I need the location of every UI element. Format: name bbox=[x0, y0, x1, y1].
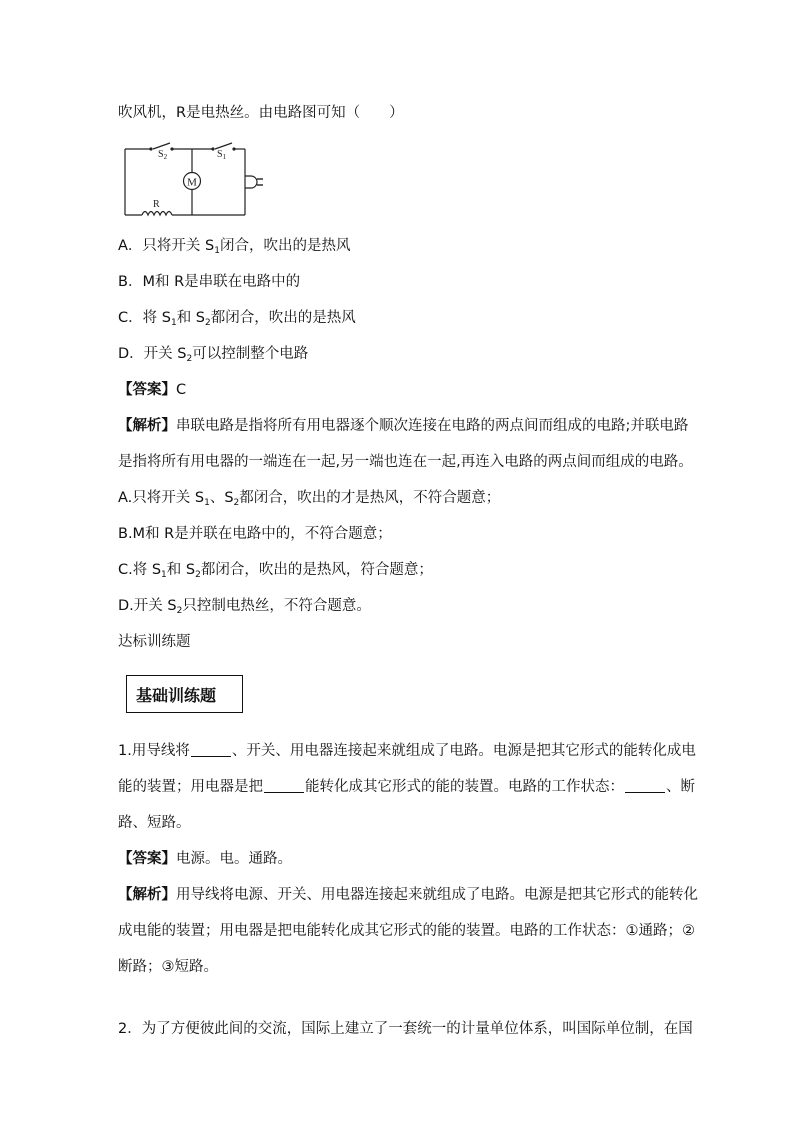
circuit-diagram bbox=[120, 140, 270, 222]
section-title: 达标训练题 bbox=[118, 634, 191, 650]
option-b: B．M和 R是串联在电路中的 bbox=[118, 274, 301, 290]
s1-label: $S_1$ bbox=[217, 149, 227, 161]
analysis-1-line-1: 【解析】串联电路是指将所有用电器逐个顺次连接在电路的两点间而组成的电路;并联电路 bbox=[118, 418, 689, 434]
motor-label: M bbox=[187, 176, 197, 189]
analysis-1-b: B.M和 R是并联在电路中的，不符合题意； bbox=[118, 526, 392, 542]
plug-icon bbox=[245, 176, 257, 188]
analysis-1-c: C.将 $S_1$和 $S_2$都闭合，吹出的是热风，符合题意； bbox=[118, 562, 433, 580]
question-stem: 吹风机，R是电热丝。由电路图可知（ ） bbox=[118, 105, 404, 121]
analysis-1-line-2: 是指将所有用电器的一端连在一起,另一端也连在一起,再连入电路的两点间而组成的电路。 bbox=[118, 454, 693, 470]
option-d: D．开关 $S_2$可以控制整个电路 bbox=[118, 346, 309, 364]
question-2-line-1: 2．为了方便彼此间的交流，国际上建立了一套统一的计量单位体系，叫国际单位制，在国 bbox=[118, 1021, 693, 1037]
boxed-heading: 基础训练题 bbox=[126, 675, 243, 713]
question-1-line-2: 能的装置；用电器是把 能转化成其它形式的能的装置。电路的工作状态： 、断 bbox=[118, 779, 695, 795]
analysis-1-a: A.只将开关 $S_1$、$S_2$都闭合，吹出的才是热风，不符合题意； bbox=[118, 490, 501, 508]
resistor-coil-icon bbox=[142, 212, 172, 216]
option-a: A．只将开关 $S_1$闭合，吹出的是热风 bbox=[118, 238, 351, 256]
analysis-1-d: D.开关 $S_2$只控制电热丝，不符合题意。 bbox=[118, 598, 371, 616]
question-1-line-1: 1.用导线将 、开关、用电器连接起来就组成了电路。电源是把其它形式的能转化成电 bbox=[118, 743, 696, 759]
fill-blank-1[interactable] bbox=[191, 742, 231, 757]
fill-blank-2[interactable] bbox=[264, 778, 304, 793]
answer-2: 【答案】电源。电。通路。 bbox=[118, 851, 292, 867]
s1-contact bbox=[211, 147, 214, 150]
s2-contact bbox=[149, 147, 152, 150]
s2-label: $S_2$ bbox=[158, 149, 168, 161]
option-c: C．将 $S_1$和 $S_2$都闭合，吹出的是热风 bbox=[118, 310, 356, 328]
analysis-2-line-1: 【解析】用导线将电源、开关、用电器连接起来就组成了电路。电源是把其它形式的能转化 bbox=[118, 887, 698, 903]
analysis-2-line-3: 断路；③短路。 bbox=[118, 959, 218, 975]
answer-1: 【答案】C bbox=[118, 382, 187, 398]
question-1-line-3: 路、短路。 bbox=[118, 815, 191, 831]
resistor-label: R bbox=[153, 199, 160, 210]
fill-blank-3[interactable] bbox=[625, 778, 665, 793]
analysis-2-line-2: 成电能的装置；用电器是把电能转化成其它形式的能的装置。电路的工作状态：①通路；② bbox=[118, 923, 695, 939]
